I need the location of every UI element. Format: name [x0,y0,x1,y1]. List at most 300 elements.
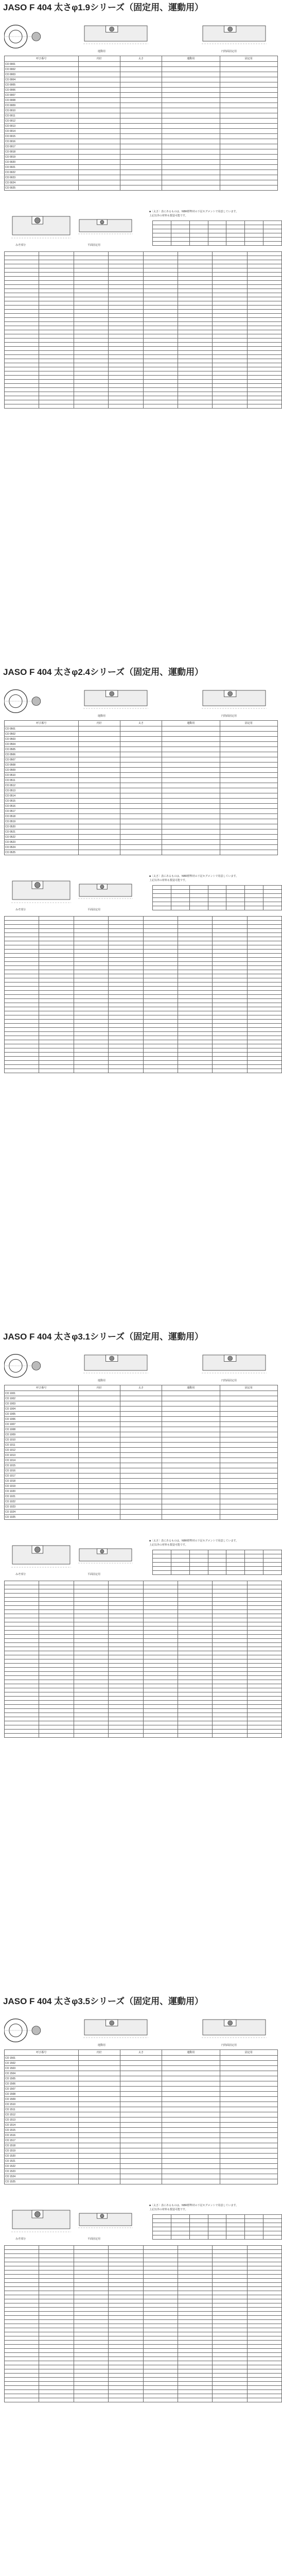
groove-figure-moving [82,1350,149,1376]
table-cell [78,2148,120,2154]
table-cell [171,2227,189,2231]
table-cell [247,404,281,409]
table-cell [5,384,39,388]
table-cell [120,2164,162,2169]
table-cell [178,974,212,978]
table-cell [213,1057,247,1061]
table-row [5,185,278,191]
table-cell [120,768,162,773]
table-cell [247,343,281,347]
table-cell [39,933,74,937]
table-row [5,783,278,788]
table-cell [178,256,212,260]
table-cell [263,2219,282,2223]
table-cell [109,2398,143,2402]
table-cell [162,804,220,809]
table-cell [78,2164,120,2169]
table-cell [208,2227,226,2231]
table-cell [109,1692,143,1697]
table-row [5,2179,278,2184]
table-cell [39,1007,74,1011]
table-cell [213,1659,247,1664]
table-cell [220,742,277,747]
table-cell [39,1061,74,1065]
table-cell [120,1422,162,1427]
table-cell [220,1484,277,1489]
table-cell [247,1015,281,1020]
table-header-cell: 運動用 [162,56,220,62]
table-cell [109,1589,143,1594]
table-cell [220,67,277,72]
table-cell [171,894,189,898]
table-cell [143,921,178,925]
table-cell [78,757,120,762]
table-cell [247,2394,281,2398]
table-cell [213,338,247,343]
table-cell [39,2341,74,2345]
table-cell [213,1007,247,1011]
table-cell [5,268,39,273]
table-cell [39,343,74,347]
table-cell [213,925,247,929]
table-cell [247,355,281,359]
table-cell [189,1554,208,1558]
table-cell [220,155,277,160]
table-cell [109,1069,143,1073]
table-cell [78,2087,120,2092]
table-cell [213,1065,247,1069]
table-cell [120,1443,162,1448]
table-cell [226,902,245,906]
table-cell [143,289,178,293]
table-cell [109,1061,143,1065]
table-cell [247,1048,281,1053]
table-cell [178,338,212,343]
table-cell [143,260,178,264]
table-cell [213,2287,247,2291]
table-cell [74,404,108,409]
table-cell [213,2357,247,2361]
table-cell: CO 1513 [5,2117,79,2123]
table-cell [5,1057,39,1061]
table-row [5,1484,278,1489]
table-cell [213,1626,247,1631]
table-cell [143,999,178,1003]
table-cell [143,2320,178,2324]
table-cell [39,2316,74,2320]
table-cell [120,1479,162,1484]
table-cell [5,1697,39,1701]
table-cell [213,2303,247,2308]
table-cell [5,2316,39,2320]
table-cell [178,1044,212,1048]
table-cell [247,1602,281,1606]
table-cell [162,829,220,835]
table-cell [247,974,281,978]
table-cell [39,297,74,301]
table-row [5,180,278,185]
table-cell [162,88,220,93]
table-cell [247,1003,281,1007]
table-cell [5,2374,39,2378]
table-row [5,134,278,139]
table-cell [78,98,120,103]
table-cell [178,400,212,404]
table-cell [213,1594,247,1598]
table-row [5,726,278,732]
table-cell: CO 1013 [5,1453,79,1458]
table-cell [263,229,282,233]
table-cell [143,1053,178,1057]
table-cell [213,2295,247,2299]
table-row [5,2092,278,2097]
table-cell [109,2299,143,2303]
table-cell [5,1643,39,1647]
table-row [5,113,278,118]
table-cell [78,1504,120,1510]
material-table [152,885,282,910]
table-cell [213,2398,247,2402]
table-cell [109,1680,143,1684]
table-cell [120,840,162,845]
table-row [5,1463,278,1468]
table-cell [74,396,108,400]
table-cell [220,824,277,829]
table-cell [143,2328,178,2332]
table-cell [189,2223,208,2227]
table-cell [109,937,143,941]
table-cell [178,2369,212,2374]
table-cell [109,380,143,384]
table-cell [39,1680,74,1684]
table-row [5,1515,278,1520]
table-cell [143,2246,178,2250]
table-cell [162,2061,220,2066]
caption-plane: 平面固定用 [87,2238,101,2241]
table-cell [74,962,108,966]
table-row [5,144,278,149]
table-cell [178,1594,212,1598]
table-cell [74,2324,108,2328]
table-cell [178,1048,212,1053]
table-cell [247,2349,281,2353]
table-cell [109,2279,143,2283]
table-cell [39,1692,74,1697]
table-cell [5,2324,39,2328]
table-cell [39,2254,74,2258]
table-cell [74,1003,108,1007]
table-cell [247,363,281,367]
table-cell [74,970,108,974]
table-row [5,850,278,855]
table-cell [109,1639,143,1643]
table-cell [78,77,120,82]
table-cell [5,351,39,355]
table-cell [220,2061,277,2066]
table-cell [39,285,74,289]
table-cell [143,338,178,343]
table-cell [263,1563,282,1567]
table-row [5,742,278,747]
table-cell [109,2345,143,2349]
table-cell [153,890,171,894]
table-cell [78,1489,120,1494]
table-cell [143,954,178,958]
table-cell [39,281,74,285]
table-cell [213,1003,247,1007]
table-cell [143,400,178,404]
table-cell [245,2227,263,2231]
table-cell [247,2332,281,2336]
table-cell [189,1571,208,1575]
table-cell [171,2235,189,2240]
table-cell [5,995,39,999]
table-cell [208,1550,226,1554]
table-cell: CO 0522 [5,835,79,840]
table-cell [162,93,220,98]
table-cell [247,264,281,268]
table-cell [5,2312,39,2316]
table-cell [39,2345,74,2349]
table-cell [213,1610,247,1614]
table-cell [109,1581,143,1585]
table-cell [120,1412,162,1417]
table-cell [143,950,178,954]
table-cell [5,1024,39,1028]
table-cell [74,2357,108,2361]
table-row [5,2138,278,2143]
table-cell [5,1003,39,1007]
table-cell [5,264,39,268]
table-cell [120,170,162,175]
table-row [5,2061,278,2066]
table-cell [74,2320,108,2324]
table-cell [74,954,108,958]
table-cell [247,1709,281,1713]
table-cell [247,400,281,404]
table-cell [109,301,143,306]
table-cell [247,937,281,941]
table-cell [39,396,74,400]
table-cell [178,1659,212,1664]
table-cell [247,1606,281,1610]
table-cell [245,2235,263,2240]
table-cell [74,1048,108,1053]
table-cell [213,2378,247,2382]
table-cell [178,2332,212,2336]
table-cell [74,1631,108,1635]
table-cell [39,318,74,322]
table-cell [5,1598,39,1602]
table-cell [39,1701,74,1705]
table-cell [247,1701,281,1705]
table-cell [247,1631,281,1635]
table-cell [5,2341,39,2345]
table-cell [143,1594,178,1598]
table-cell [213,384,247,388]
table-cell [109,1631,143,1635]
table-cell [213,330,247,334]
table-cell [143,2303,178,2308]
table-cell [78,799,120,804]
table-cell [5,982,39,987]
table-cell [109,1053,143,1057]
table-cell [39,1053,74,1057]
table-cell [178,2316,212,2320]
table-cell [109,384,143,388]
table-cell [220,2087,277,2092]
table-cell [109,277,143,281]
table-cell [120,124,162,129]
table-cell [109,363,143,367]
table-cell [109,921,143,925]
table-cell [78,824,120,829]
table-cell [109,2328,143,2332]
table-cell [171,886,189,890]
table-cell [213,2308,247,2312]
table-cell [143,1003,178,1007]
table-cell [74,1032,108,1036]
table-cell [120,1396,162,1401]
table-cell [39,1069,74,1073]
table-cell [220,804,277,809]
table-cell [178,1606,212,1610]
table-cell [5,2287,39,2291]
table-cell [171,890,189,894]
table-cell [39,376,74,380]
table-cell [5,376,39,380]
table-cell [74,1618,108,1622]
table-cell [178,1734,212,1738]
table-cell [247,1024,281,1028]
table-cell [220,2066,277,2071]
table-cell [109,1057,143,1061]
table-cell [213,1585,247,1589]
table-cell [109,1688,143,1692]
table-cell [178,2312,212,2316]
table-cell [39,929,74,933]
table-cell [162,737,220,742]
table-cell [39,1622,74,1626]
table-cell [39,962,74,966]
table-cell [39,367,74,371]
table-row [5,778,278,783]
table-cell [143,2262,178,2266]
table-cell [245,2223,263,2227]
table-cell [120,2159,162,2164]
table-cell [220,809,277,814]
table-cell [109,1647,143,1651]
table-cell [39,1585,74,1589]
table-cell [143,256,178,260]
table-cell [78,1432,120,1437]
table-cell [143,293,178,297]
table-cell [178,293,212,297]
table-cell: CO 1005 [5,1412,79,1417]
table-cell [74,966,108,970]
table-cell [109,1044,143,1048]
table-cell [143,2275,178,2279]
table-cell [220,1489,277,1494]
table-header-cell: 呼び番号 [5,1385,79,1391]
table-cell [120,804,162,809]
table-cell [220,113,277,118]
table-cell [143,1589,178,1594]
table-cell [39,355,74,359]
table-cell [220,1391,277,1396]
table-cell [178,2361,212,2365]
table-cell [109,1697,143,1701]
table-cell [143,974,178,978]
table-cell [220,139,277,144]
table-cell [39,1598,74,1602]
table-cell [247,351,281,355]
table-cell: CO 0020 [5,160,79,165]
table-cell [220,1422,277,1427]
table-cell [162,819,220,824]
table-cell [178,970,212,974]
table-cell [5,1589,39,1594]
table-cell [78,1396,120,1401]
table-cell [74,2390,108,2394]
table-cell: CO 0025 [5,185,79,191]
table-cell [143,1622,178,1626]
table-cell [143,2349,178,2353]
table-cell [247,277,281,281]
table-cell [109,1598,143,1602]
table-cell [120,1417,162,1422]
table-cell [213,1614,247,1618]
table-cell [247,306,281,310]
table-row [5,2076,278,2081]
table-cell [39,2312,74,2316]
table-cell [120,2061,162,2066]
table-cell [78,2169,120,2174]
table-cell [220,1443,277,1448]
caption-cylinder: 円筒面固定用 [221,1379,237,1382]
table-cell [143,1659,178,1664]
table-cell [263,906,282,910]
table-cell [109,376,143,380]
table-cell [5,999,39,1003]
table-cell [78,139,120,144]
table-cell [247,929,281,933]
table-cell [109,958,143,962]
table-row [5,1489,278,1494]
table-cell [109,1734,143,1738]
table-cell: CO 1517 [5,2138,79,2143]
table-cell [213,281,247,285]
table-cell [220,2102,277,2107]
table-cell [178,1635,212,1639]
table-row [5,752,278,757]
table-cell [5,1734,39,1738]
table-cell [189,1563,208,1567]
table-cell [39,1651,74,1655]
table-cell [143,1024,178,1028]
table-cell [213,1044,247,1048]
table-cell [189,890,208,894]
table-cell [78,778,120,783]
table-cell [162,1453,220,1458]
table-cell [39,1589,74,1594]
table-cell [78,1458,120,1463]
table-cell [78,768,120,773]
table-cell [5,2378,39,2382]
table-cell [208,1567,226,1571]
table-row [5,1494,278,1499]
table-cell [143,359,178,363]
